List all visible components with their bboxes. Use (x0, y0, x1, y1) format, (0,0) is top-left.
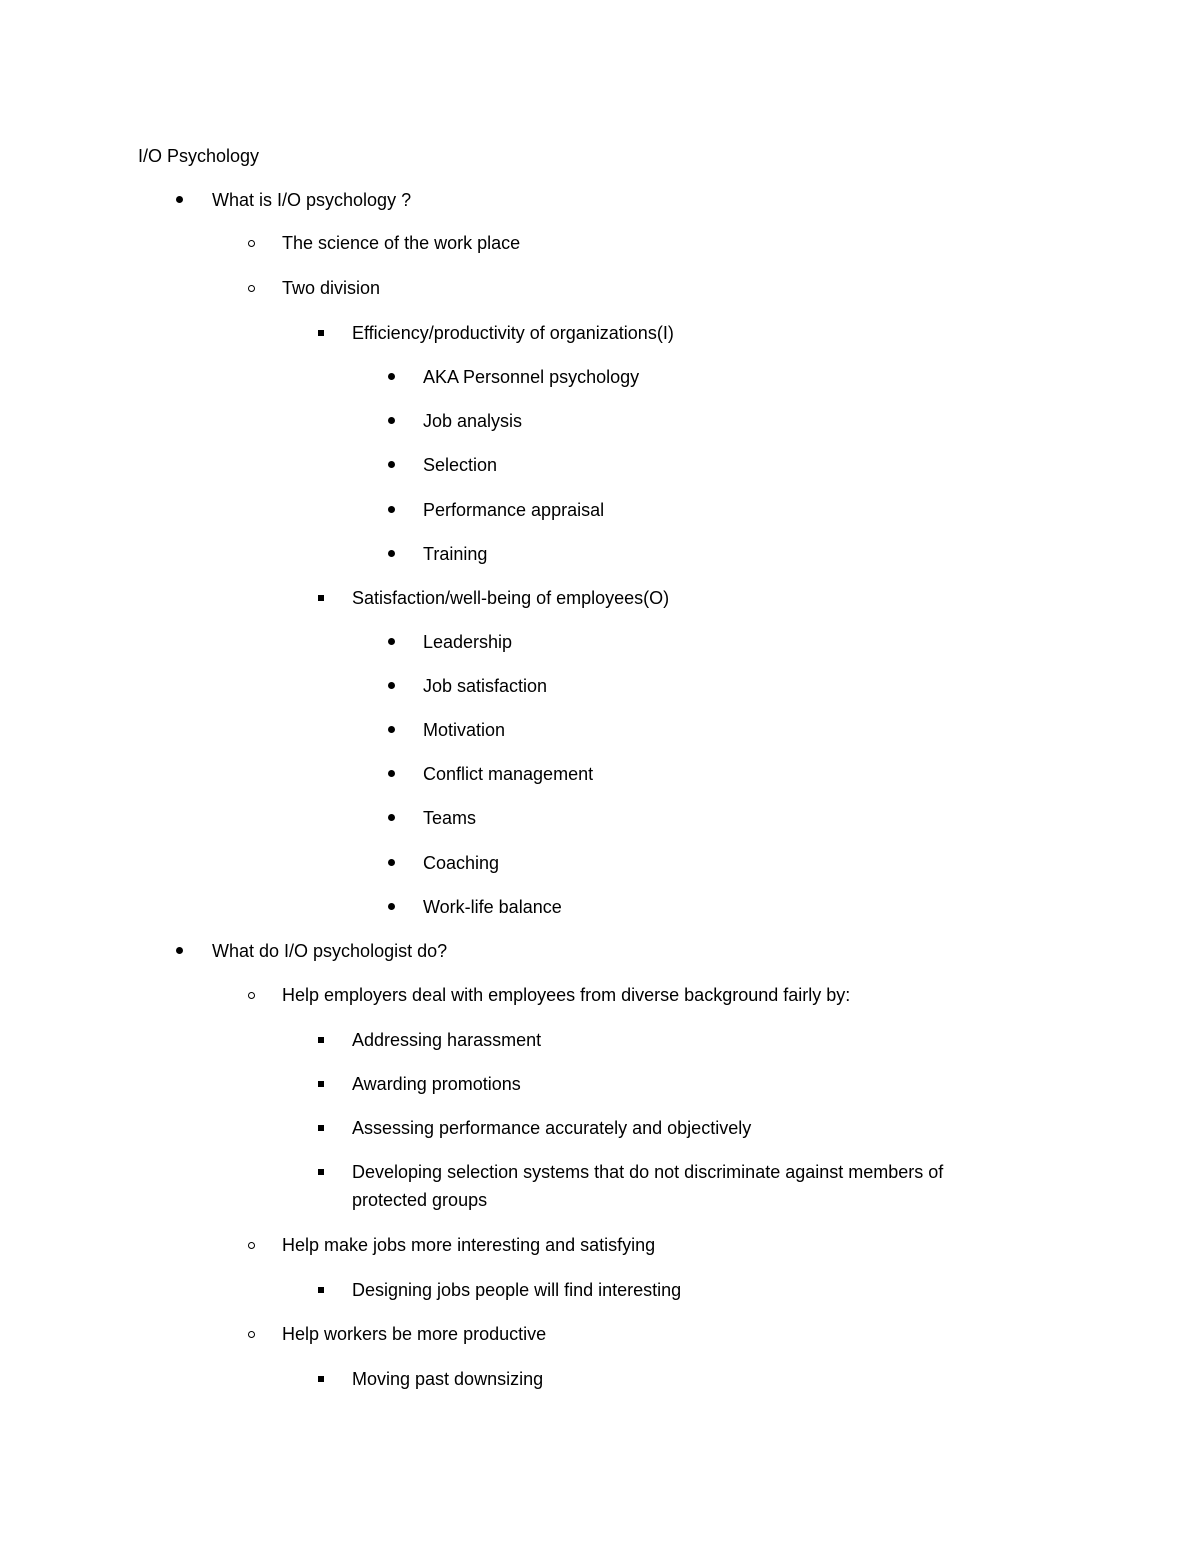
list-item: Addressing harassment (352, 1030, 542, 1050)
list-item: Performance appraisal (423, 500, 605, 520)
list-item: Assessing performance accurately and objectively (352, 1118, 752, 1138)
list-item: Coaching (423, 853, 500, 873)
list-item: Work-life balance (423, 897, 562, 917)
list-item: Moving past downsizing (352, 1369, 544, 1389)
bullet-dot-icon (388, 814, 395, 821)
bullet-square-icon (318, 1037, 324, 1043)
bullet-dot-icon (388, 726, 395, 733)
list-item: Efficiency/productivity of organizations(I) (352, 323, 674, 343)
bullet-dot-icon (388, 903, 395, 910)
list-item: Teams (423, 808, 477, 828)
bullet-dot-icon (388, 682, 395, 689)
bullet-square-icon (318, 1125, 324, 1131)
list-item: Leadership (423, 632, 513, 652)
list-item: Motivation (423, 720, 506, 740)
bullet-square-icon (318, 1169, 324, 1175)
list-item: AKA Personnel psychology (423, 367, 640, 387)
list-item: Help make jobs more interesting and satisfying (282, 1235, 656, 1255)
bullet-dot-icon (176, 196, 183, 203)
bullet-dot-icon (388, 373, 395, 380)
bullet-dot-icon (388, 417, 395, 424)
bullet-square-icon (318, 595, 324, 601)
list-item: Developing selection systems that do not discriminate against members of protected groups (352, 1162, 944, 1210)
list-item: Help workers be more productive (282, 1324, 547, 1344)
list-item: Designing jobs people will find interesting (352, 1280, 682, 1300)
bullet-square-icon (318, 1376, 324, 1382)
bullet-square-icon (318, 1287, 324, 1293)
bullet-square-icon (318, 330, 324, 336)
list-item: The science of the work place (282, 233, 521, 253)
list-item: Job analysis (423, 411, 523, 431)
list-item: Job satisfaction (423, 676, 548, 696)
list-item: Two division (282, 278, 381, 298)
section-heading: What do I/O psychologist do? (212, 941, 448, 961)
section-heading: What is I/O psychology ? (212, 190, 412, 210)
list-item: Selection (423, 455, 498, 475)
bullet-circle-icon (248, 1331, 255, 1338)
list-item: Awarding promotions (352, 1074, 521, 1094)
bullet-circle-icon (248, 992, 255, 999)
bullet-dot-icon (388, 638, 395, 645)
list-item: Conflict management (423, 764, 594, 784)
bullet-circle-icon (248, 240, 255, 247)
bullet-dot-icon (388, 859, 395, 866)
bullet-square-icon (318, 1081, 324, 1087)
bullet-dot-icon (388, 770, 395, 777)
bullet-circle-icon (248, 1242, 255, 1249)
bullet-circle-icon (248, 285, 255, 292)
bullet-dot-icon (388, 461, 395, 468)
bullet-dot-icon (388, 506, 395, 513)
list-item: Help employers deal with employees from diverse background fairly by: (282, 985, 851, 1005)
bullet-dot-icon (388, 550, 395, 557)
bullet-dot-icon (176, 947, 183, 954)
list-item: Satisfaction/well-being of employees(O) (352, 588, 670, 608)
list-item: Training (423, 544, 488, 564)
document-title: I/O Psychology (138, 146, 260, 166)
